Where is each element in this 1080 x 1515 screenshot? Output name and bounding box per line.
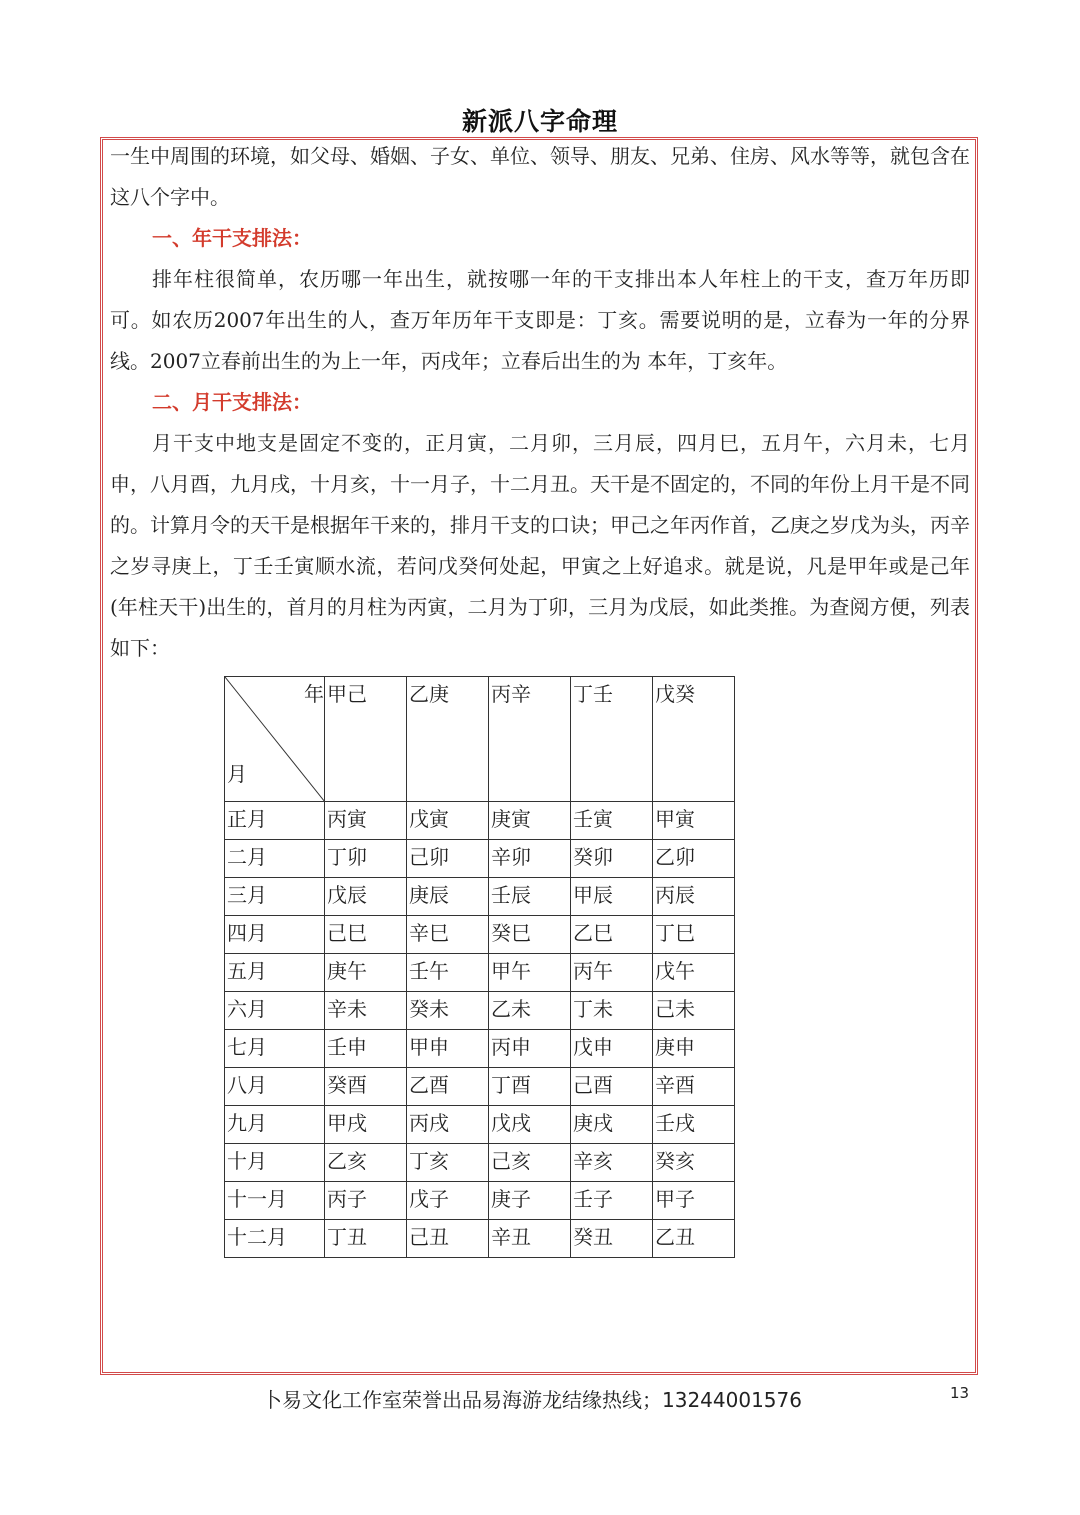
table-cell: 己卯 bbox=[407, 840, 489, 878]
table-row bbox=[225, 1068, 735, 1106]
table-cell: 癸巳 bbox=[489, 916, 571, 954]
table-row bbox=[225, 1106, 735, 1144]
table-cell: 辛卯 bbox=[489, 840, 571, 878]
table-cell: 戊申 bbox=[571, 1030, 653, 1068]
month-stem-table bbox=[224, 676, 735, 1258]
table-cell: 庚申 bbox=[653, 1030, 735, 1068]
table-cell: 癸亥 bbox=[653, 1144, 735, 1182]
table-row bbox=[225, 1030, 735, 1068]
table-cell: 丁卯 bbox=[325, 840, 407, 878]
table-cell: 庚子 bbox=[489, 1182, 571, 1220]
table-cell: 己亥 bbox=[489, 1144, 571, 1182]
table-row bbox=[225, 916, 735, 954]
month-label-cell: 九月 bbox=[225, 1106, 325, 1144]
month-label-cell: 八月 bbox=[225, 1068, 325, 1106]
table-cell: 癸酉 bbox=[325, 1068, 407, 1106]
table-cell: 丁未 bbox=[571, 992, 653, 1030]
month-label-cell: 十二月 bbox=[225, 1220, 325, 1258]
table-row bbox=[225, 802, 735, 840]
table-cell: 甲戌 bbox=[325, 1106, 407, 1144]
table-cell: 庚寅 bbox=[489, 802, 571, 840]
month-label-cell: 二月 bbox=[225, 840, 325, 878]
table-cell: 癸未 bbox=[407, 992, 489, 1030]
table-cell: 戊子 bbox=[407, 1182, 489, 1220]
table-cell: 乙卯 bbox=[653, 840, 735, 878]
section-heading-year: 一、年干支排法： bbox=[152, 226, 312, 250]
page-number: 13 bbox=[950, 1384, 970, 1402]
table-cell: 癸丑 bbox=[571, 1220, 653, 1258]
table-cell: 丙子 bbox=[325, 1182, 407, 1220]
table-cell: 丁丑 bbox=[325, 1220, 407, 1258]
table-row bbox=[225, 1144, 735, 1182]
table-cell: 乙酉 bbox=[407, 1068, 489, 1106]
table-header-cell: 丁壬 bbox=[571, 677, 653, 802]
month-label-cell: 七月 bbox=[225, 1030, 325, 1068]
table-cell: 戊戌 bbox=[489, 1106, 571, 1144]
table-cell: 丙午 bbox=[571, 954, 653, 992]
section-heading-month: 二、月干支排法： bbox=[152, 390, 312, 414]
table-cell: 己巳 bbox=[325, 916, 407, 954]
table-cell: 壬子 bbox=[571, 1182, 653, 1220]
table-cell: 己未 bbox=[653, 992, 735, 1030]
table-row bbox=[225, 992, 735, 1030]
table-row bbox=[225, 1220, 735, 1258]
year-paragraph: 排年柱很简单，农历哪一年出生，就按哪一年的干支排出本人年柱上的干支，查万年历即可。如农历2007年出生的人，查万年历年干支即是：丁亥。需要说明的是，立春为一年的分界线。2007立春前出生的为上一年，丙戌年；立春后出生的为 本年，丁亥年。 bbox=[110, 267, 970, 373]
table-cell: 辛酉 bbox=[653, 1068, 735, 1106]
table-cell: 丁酉 bbox=[489, 1068, 571, 1106]
corner-year-label: 年 bbox=[304, 682, 324, 706]
table-cell: 壬戌 bbox=[653, 1106, 735, 1144]
table-cell: 丙戌 bbox=[407, 1106, 489, 1144]
table-cell: 甲申 bbox=[407, 1030, 489, 1068]
table-header-cell: 戊癸 bbox=[653, 677, 735, 802]
table-cell: 甲寅 bbox=[653, 802, 735, 840]
table-header-cell: 甲己 bbox=[325, 677, 407, 802]
month-label-cell: 三月 bbox=[225, 878, 325, 916]
table-cell: 乙巳 bbox=[571, 916, 653, 954]
table-cell: 辛丑 bbox=[489, 1220, 571, 1258]
table-cell: 己酉 bbox=[571, 1068, 653, 1106]
month-label-cell: 十一月 bbox=[225, 1182, 325, 1220]
table-header-row bbox=[225, 677, 735, 802]
document-body bbox=[110, 136, 970, 669]
table-cell: 辛巳 bbox=[407, 916, 489, 954]
table-cell: 戊辰 bbox=[325, 878, 407, 916]
table-cell: 辛未 bbox=[325, 992, 407, 1030]
table-cell: 己丑 bbox=[407, 1220, 489, 1258]
table-cell: 丙申 bbox=[489, 1030, 571, 1068]
table-cell: 甲午 bbox=[489, 954, 571, 992]
table-cell: 丁亥 bbox=[407, 1144, 489, 1182]
table-cell: 丙寅 bbox=[325, 802, 407, 840]
page-title: 新派八字命理 bbox=[461, 107, 618, 136]
footer-text: 卜易文化工作室荣誉出品易海游龙结缘热线；13244001576 bbox=[262, 1388, 802, 1412]
table-header-cell: 丙辛 bbox=[489, 677, 571, 802]
table-cell: 辛亥 bbox=[571, 1144, 653, 1182]
month-label-cell: 五月 bbox=[225, 954, 325, 992]
table-cell: 庚午 bbox=[325, 954, 407, 992]
table-cell: 壬寅 bbox=[571, 802, 653, 840]
table-row bbox=[225, 954, 735, 992]
table-cell: 癸卯 bbox=[571, 840, 653, 878]
table-cell: 丁巳 bbox=[653, 916, 735, 954]
month-label-cell: 正月 bbox=[225, 802, 325, 840]
table-cell: 庚辰 bbox=[407, 878, 489, 916]
month-paragraph: 月干支中地支是固定不变的，正月寅，二月卯，三月辰，四月巳，五月午，六月未，七月申，八月酉，九月戌，十月亥，十一月子，十二月丑。天干是不固定的，不同的年份上月干是不同的。计算月令的天干是根据年干来的，排月干支的口诀；甲己之年丙作首，乙庚之岁戊为头，丙辛之岁寻庚上，丁壬壬寅顺水流，若问戊癸何处起，甲寅之上好追求。就是说，凡是甲年或是己年(年柱天干)出生的，首月的月柱为丙寅，二月为丁卯，三月为戊辰，如此类推。为查阅方便，列表如下： bbox=[110, 431, 970, 660]
table-cell: 丙辰 bbox=[653, 878, 735, 916]
table-cell: 乙丑 bbox=[653, 1220, 735, 1258]
intro-paragraph: 一生中周围的环境，如父母、婚姻、子女、单位、领导、朋友、兄弟、住房、风水等等，就包含在这八个字中。 bbox=[110, 144, 970, 209]
table-cell: 乙亥 bbox=[325, 1144, 407, 1182]
corner-month-label: 月 bbox=[227, 762, 247, 786]
table-cell: 戊寅 bbox=[407, 802, 489, 840]
table-header-cell: 乙庚 bbox=[407, 677, 489, 802]
table-cell: 壬申 bbox=[325, 1030, 407, 1068]
table-cell: 甲子 bbox=[653, 1182, 735, 1220]
table-cell: 甲辰 bbox=[571, 878, 653, 916]
table-cell: 戊午 bbox=[653, 954, 735, 992]
table-row bbox=[225, 840, 735, 878]
table-row bbox=[225, 878, 735, 916]
month-label-cell: 四月 bbox=[225, 916, 325, 954]
table-cell: 乙未 bbox=[489, 992, 571, 1030]
table-cell: 壬辰 bbox=[489, 878, 571, 916]
table-corner-cell bbox=[225, 677, 325, 802]
month-label-cell: 六月 bbox=[225, 992, 325, 1030]
table-cell: 壬午 bbox=[407, 954, 489, 992]
table-cell: 庚戌 bbox=[571, 1106, 653, 1144]
table-row bbox=[225, 1182, 735, 1220]
month-label-cell: 十月 bbox=[225, 1144, 325, 1182]
